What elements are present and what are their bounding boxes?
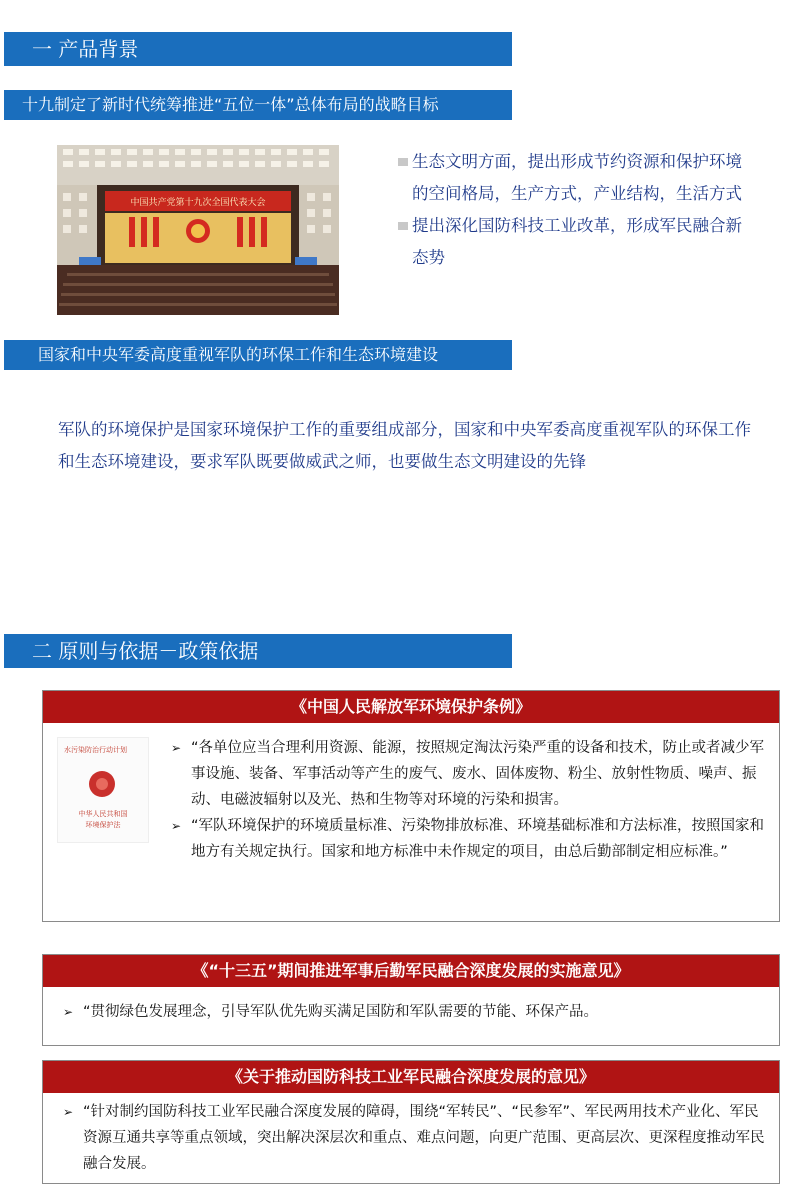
item-text: “针对制约国防科技工业军民融合深度发展的障碍，围绕“军转民”、“民参军”、军民两用技术产业化、军民资源互通共享等重点领域，突出解决深层次和重点、难点问题，向更广范围、更高层次、更深程度推动军民融合发展。: [83, 1104, 765, 1172]
item-text: “贯彻绿色发展理念，引导军队优先购买满足国防和军队需要的节能、环保产品。: [83, 1004, 599, 1020]
section-1-header: [4, 32, 512, 66]
policy-panel-industry: [42, 1060, 780, 1184]
subheader-military-env-text: 国家和中央军委高度重视军队的环保工作和生态环境建设: [38, 345, 439, 364]
strategy-bullets: [398, 146, 758, 274]
panel-title: 《“十三五”期间推进军事后勤军民融合深度发展的实施意见》: [43, 955, 779, 987]
panel-title: 《关于推动国防科技工业军民融合深度发展的意见》: [43, 1061, 779, 1093]
subheader-military-env: [4, 340, 512, 370]
item-text: “各单位应当合理利用资源、能源，按照规定淘汰污染严重的设备和技术，防止或者减少军事设施、装备、军事活动等产生的废气、废水、固体废物、粉尘、放射性物质、噪声、振动、电磁波辐射以及光、热和生物等对环境的污染和损害。: [191, 740, 765, 808]
book-cover-illustration: [58, 738, 148, 842]
regulation-items: [171, 735, 767, 865]
congress-hall-illustration: [57, 145, 339, 315]
bullet-text: 提出深化国防科技工业改革，形成军民融合新态势: [412, 216, 742, 267]
book-line-1: 水污染防治行动计划: [64, 746, 127, 754]
square-bullet-icon: [398, 222, 408, 230]
photo-banner-text: 中国共产党第十九次全国代表大会: [130, 198, 266, 208]
list-item: [171, 735, 767, 813]
subheader-strategy: [4, 90, 512, 120]
book-line-3: 环境保护法: [85, 821, 121, 829]
list-item: [63, 1099, 769, 1177]
congress-photo: [57, 145, 339, 315]
section-2-header: [4, 634, 512, 668]
bullet-text: 生态文明方面，提出形成节约资源和保护环境的空间格局，生产方式，产业结构，生活方式: [412, 152, 742, 203]
section-1-title: 一 产品背景: [32, 37, 139, 61]
panel-title: 《中国人民解放军环境保护条例》: [43, 691, 779, 723]
list-item: [171, 813, 767, 865]
square-bullet-icon: [398, 158, 408, 166]
item-text: “军队环境保护的环境质量标准、污染物排放标准、环境基础标准和方法标准，按照国家和地方有关规定执行。国家和地方标准中未作规定的项目，由总后勤部制定相应标准。”: [191, 818, 765, 860]
list-item: [63, 999, 765, 1025]
background-paragraph: 军队的环境保护是国家环境保护工作的重要组成部分，国家和中央军委高度重视军队的环保工作和生态环境建设，要求军队既要做威武之师，也要做生态文明建设的先锋: [58, 420, 751, 471]
policy-panel-regulation: [42, 690, 780, 922]
arrow-bullet-icon: ➢: [63, 1105, 74, 1119]
list-item: [398, 210, 758, 274]
list-item: [398, 146, 758, 210]
section-2-title: 二 原则与依据－政策依据: [32, 639, 259, 663]
subheader-strategy-text: 十九制定了新时代统筹推进“五位一体”总体布局的战略目标: [22, 95, 439, 114]
arrow-bullet-icon: ➢: [171, 819, 182, 833]
policy-panel-logistics: [42, 954, 780, 1046]
law-book-cover: [57, 737, 149, 843]
book-line-2: 中华人民共和国: [78, 810, 128, 818]
arrow-bullet-icon: ➢: [171, 741, 182, 755]
arrow-bullet-icon: ➢: [63, 1005, 74, 1019]
